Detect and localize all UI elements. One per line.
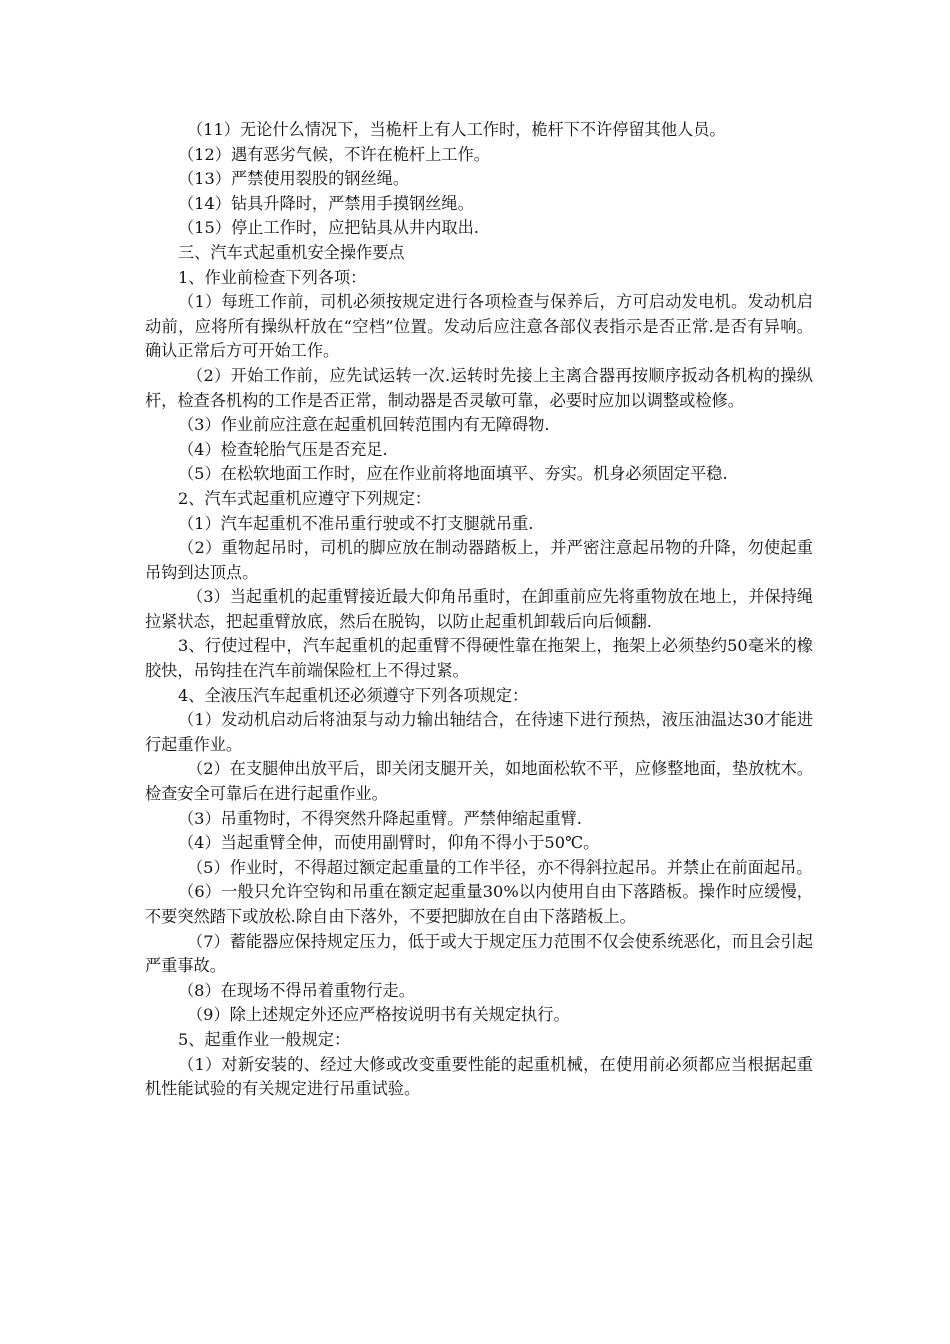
section-heading: 三、汽车式起重机安全操作要点 [178, 242, 405, 262]
paragraph: （14）钻具升降时，严禁用手摸钢丝绳。 [178, 193, 474, 213]
subsection-heading: 4、全液压汽车起重机还必须遵守下列各项规定： [178, 685, 529, 705]
paragraph: （13）严禁使用裂股的钢丝绳。 [178, 169, 410, 189]
paragraph: （6）一般只允许空钩和吊重在额定起重量30%以内使用自由下落踏板。操作时应缓慢，不要突然踏下或放松.除自由下落外，不要把脚放在自由下落踏板上。 [145, 882, 813, 926]
paragraph: （1）汽车起重机不准吊重行驶或不打支腿就吊重. [178, 513, 534, 533]
paragraph: （2）开始工作前，应先试运转一次.运转时先接上主离合器再按顺序扳动各机构的操纵杆，检查各机构的工作是否正常，制动器是否灵敏可靠，必要时应加以调整或检修。 [145, 365, 813, 410]
paragraph: （3）吊重物时，不得突然升降起重臂。严禁伸缩起重臂. [178, 808, 582, 828]
paragraph: （1）对新安装的、经过大修或改变重要性能的起重机械，在使用前必须都应当根据起重机性能试验的有关规定进行吊重试验。 [145, 1054, 813, 1099]
paragraph: （8）在现场不得吊着重物行走。 [178, 980, 415, 1000]
paragraph: （2）在支腿伸出放平后，即关闭支腿开关，如地面松软不平，应修整地面，垫放枕木。检查安全可靠后在进行起重作业。 [145, 759, 813, 804]
paragraph: （15）停止工作时，应把钻具从井内取出. [178, 218, 479, 238]
paragraph: （5）作业时，不得超过额定起重量的工作半径，亦不得斜拉起吊。并禁止在前面起吊。 [187, 857, 813, 877]
paragraph: （1）每班工作前，司机必须按规定进行各项检查与保养后，方可启动发电机。发动机启动前，应将所有操纵杆放在“空档”位置。发动后应注意各部仪表指示是否正常.是否有异响。确认正常后方可开始工作。 [145, 292, 813, 361]
subsection-heading: 2、汽车式起重机应遵守下列规定： [178, 488, 432, 508]
paragraph: （3）作业前应注意在起重机回转范围内有无障碍物. [178, 415, 550, 435]
paragraph: （5）在松软地面工作时，应在作业前将地面填平、夯实。机身必须固定平稳. [178, 464, 728, 484]
paragraph: （7）蓄能器应保持规定压力，低于或大于规定压力范围不仅会使系统恶化，而且会引起严重事故。 [145, 931, 813, 976]
paragraph: （4）检查轮胎气压是否充足. [178, 439, 388, 459]
paragraph: （12）遇有恶劣气候，不许在桅杆上工作。 [178, 144, 490, 164]
document-body [145, 118, 813, 1102]
subsection-heading: 1、作业前检查下列各项： [178, 267, 367, 287]
paragraph: （2）重物起吊时，司机的脚应放在制动器踏板上，并严密注意起吊物的升降，勿使起重吊钩到达顶点。 [145, 538, 813, 582]
paragraph: （11）无论什么情况下，当桅杆上有人工作时，桅杆下不许停留其他人员。 [187, 120, 726, 139]
subsection-heading: 5、起重作业一般规定： [178, 1029, 351, 1049]
paragraph: （1）发动机启动后将油泵与动力输出轴结合，在待速下进行预热，液压油温达30才能进行起重作业。 [145, 710, 813, 754]
subsection-heading: 3、行使过程中，汽车起重机的起重臂不得硬性靠在拖架上，拖架上必须垫约50毫米的橡胶快，吊钩挂在汽车前端保险杠上不得过紧。 [145, 636, 813, 681]
paragraph: （9）除上述规定外还应严格按说明书有关规定执行。 [187, 1005, 570, 1025]
paragraph: （4）当起重臂全伸，而使用副臂时，仰角不得小于50℃。 [178, 833, 600, 853]
paragraph: （3）当起重机的起重臂接近最大仰角吊重时，在卸重前应先将重物放在地上，并保持绳拉紧状态，把起重臂放底，然后在脱钩，以防止起重机卸载后向后倾翻. [145, 587, 813, 631]
